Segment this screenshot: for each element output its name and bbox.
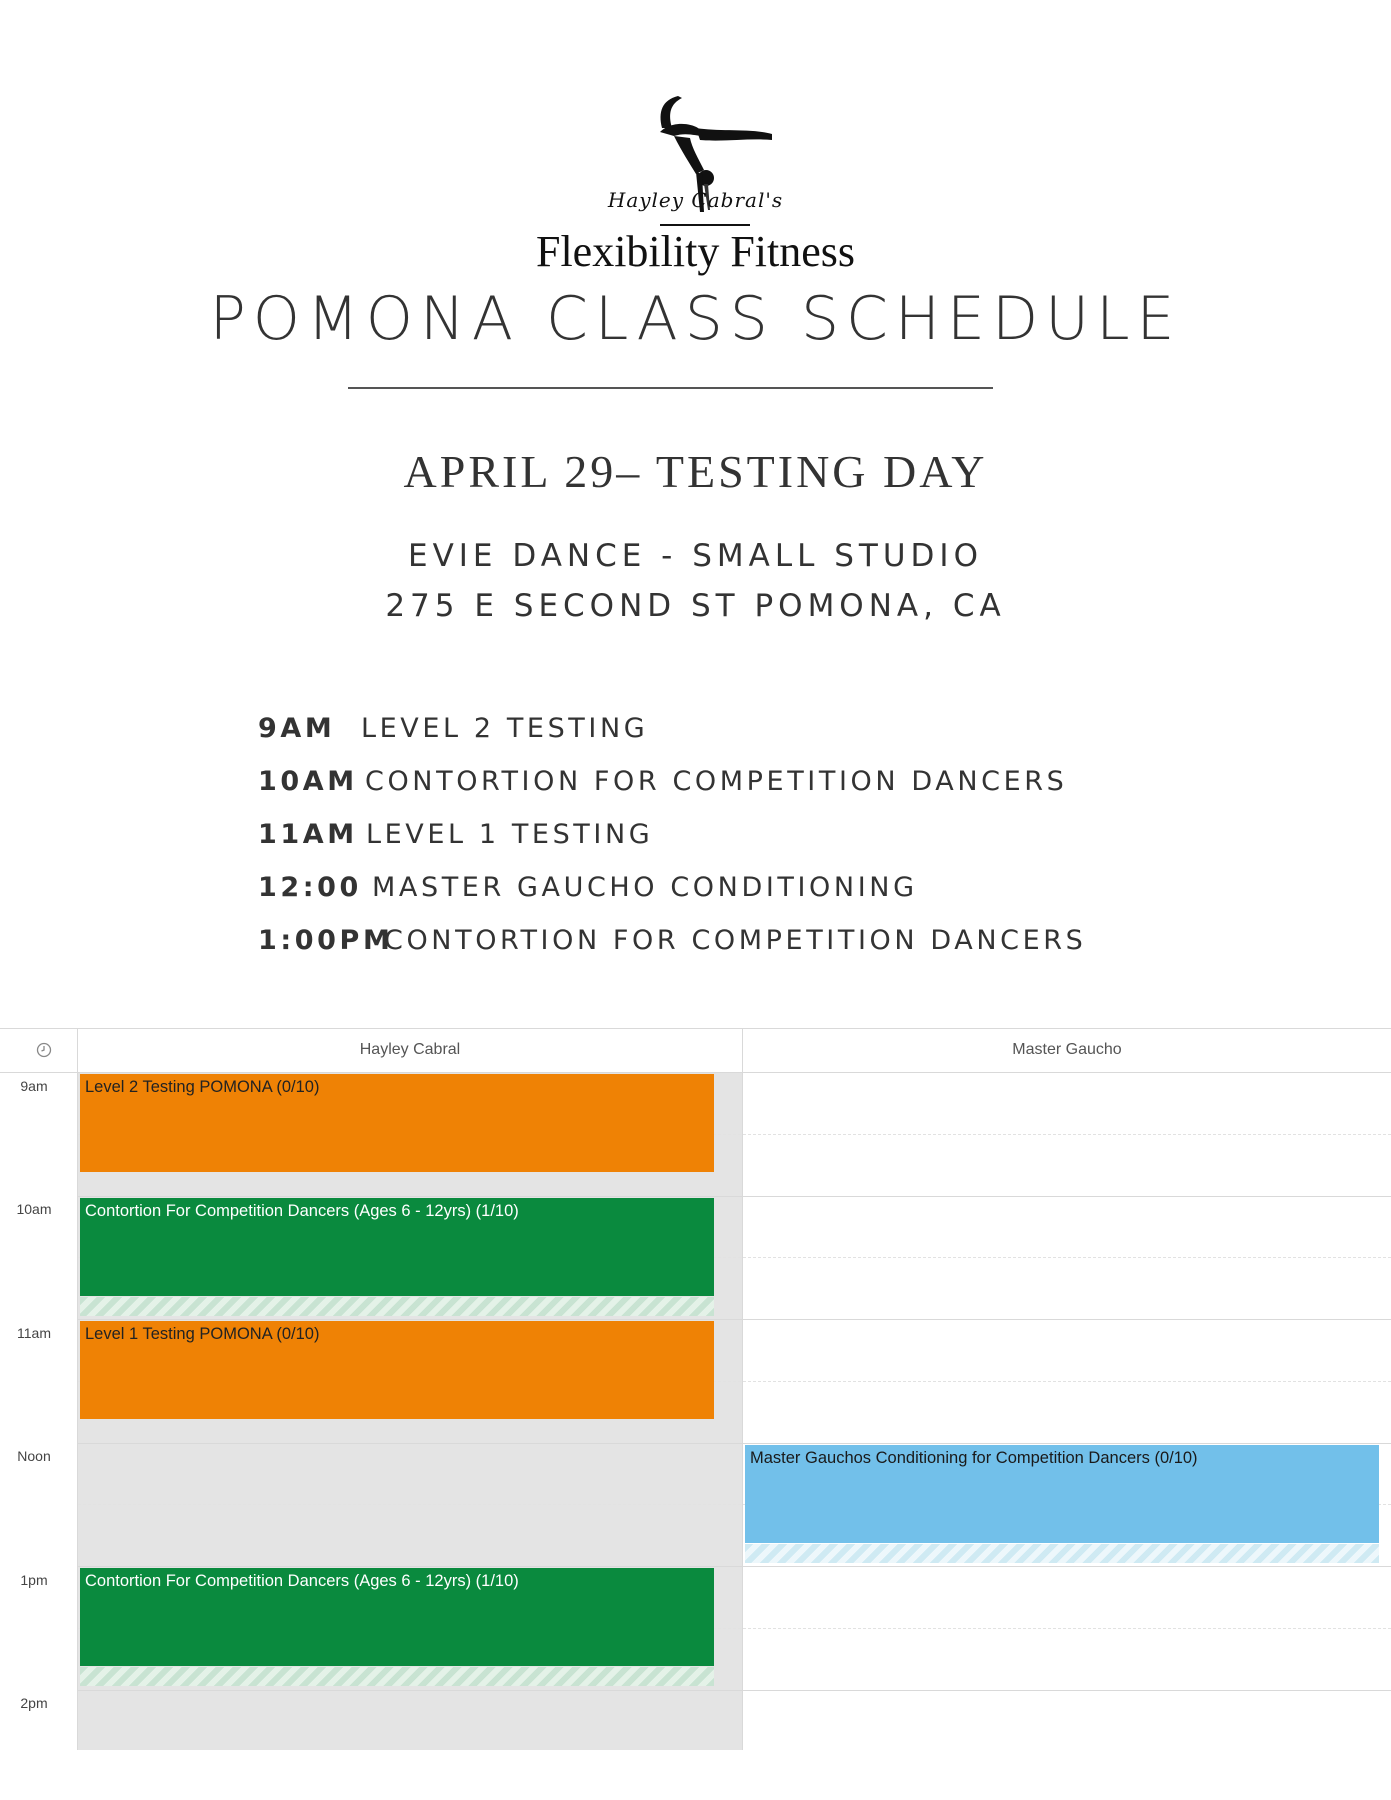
event-buffer-block [80,1667,714,1686]
schedule-class: MASTER GAUCHO CONDITIONING [372,872,918,903]
schedule-row [258,766,1067,806]
schedule-time: 10AM [258,766,358,797]
column-header-master-gaucho: Master Gaucho [1012,1041,1122,1058]
time-label: Noon [17,1448,51,1464]
title-divider [348,387,993,389]
time-label: 9am [20,1078,48,1094]
time-label: 10am [16,1201,52,1217]
calendar-event-level-1-testing[interactable]: Level 1 Testing POMONA (0/10) [80,1321,714,1419]
schedule-time: 1:00PM [258,925,394,956]
schedule-class: CONTORTION FOR COMPETITION DANCERS [384,925,1087,956]
venue-name: EVIE DANCE - SMALL STUDIO [408,538,983,574]
schedule-class: CONTORTION FOR COMPETITION DANCERS [365,766,1068,797]
calendar-event-contortion-1pm[interactable]: Contortion For Competition Dancers (Ages 6 - 12yrs) (1/10) [80,1568,714,1666]
time-label: 2pm [20,1695,48,1711]
event-buffer-block [80,1297,714,1316]
schedule-class: LEVEL 1 TESTING [366,819,654,850]
logo-script-text: Hayley Cabral's [607,188,784,212]
calendar-grid [0,1028,1391,1750]
logo-main-text: Flexibility Fitness [535,227,856,276]
schedule-time: 11AM [258,819,358,850]
schedule-row [258,925,1086,965]
event-buffer-block [745,1544,1379,1563]
column-header-hayley-cabral: Hayley Cabral [359,1041,461,1058]
schedule-class: LEVEL 2 TESTING [361,713,649,744]
time-label: 11am [17,1325,51,1341]
calendar-event-contortion-10am[interactable]: Contortion For Competition Dancers (Ages 6 - 12yrs) (1/10) [80,1198,714,1296]
schedule-time: 9AM [258,713,336,744]
time-label: 1pm [20,1572,48,1588]
schedule-row [258,872,918,912]
schedule-time: 12:00 [258,872,362,903]
venue-address: 275 E SECOND ST POMONA, CA [385,588,1006,624]
page-title: POMONA CLASS SCHEDULE [209,284,1182,354]
calendar-event-level-2-testing[interactable]: Level 2 Testing POMONA (0/10) [80,1074,714,1172]
clock-icon [36,1042,52,1058]
schedule-row [258,819,653,859]
event-heading: APRIL 29– TESTING DAY [403,446,988,497]
calendar-event-master-gaucho-conditioning[interactable]: Master Gauchos Conditioning for Competition Dancers (0/10) [745,1445,1379,1543]
schedule-row [258,713,648,753]
